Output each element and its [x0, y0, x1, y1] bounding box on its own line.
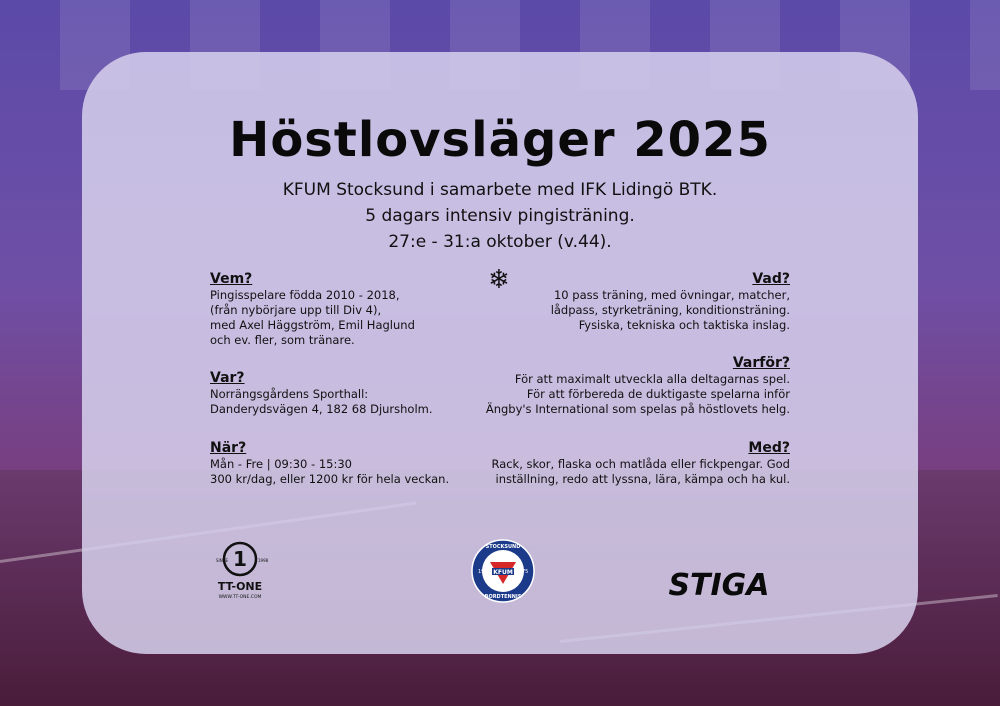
subtitle-line: 27:e - 31:a oktober (v.44). [388, 232, 612, 252]
section-vem [210, 272, 415, 348]
ttone-url: WWW.TT-ONE.COM [218, 595, 262, 600]
section-line: Pingisspelare födda 2010 - 2018, [210, 288, 400, 302]
section-line: För att förbereda de duktigaste spelarna inför [526, 387, 790, 401]
section-line: med Axel Häggström, Emil Haglund [210, 318, 415, 332]
ttone-name: TT-ONE [217, 580, 263, 593]
section-line: och ev. fler, som tränare. [210, 333, 355, 347]
section-heading: Var? [210, 370, 245, 386]
section-line: Fysiska, tekniska och taktiska inslag. [578, 318, 790, 332]
section-line: Rack, skor, flaska och matlåda eller fickpengar. God [491, 457, 790, 471]
section-line: Mån - Fre | 09:30 - 15:30 [210, 457, 352, 471]
section-var [210, 371, 433, 417]
section-line: Norrängsgårdens Sporthall: [210, 387, 369, 401]
ttone-number: 1 [233, 547, 247, 571]
subtitle-line: 5 dagars intensiv pingisträning. [365, 206, 635, 226]
stiga-logo-icon [652, 566, 786, 602]
section-nar [210, 441, 449, 487]
section-heading: Vem? [210, 271, 253, 287]
ttone-logo-icon [210, 540, 270, 610]
ttone-since: SINCE [216, 558, 229, 563]
stiga-logo [652, 566, 786, 602]
snowflake-icon: ❄ [488, 265, 510, 295]
section-varfor [486, 356, 790, 417]
section-line: Ängby's International som spelas på höstlovets helg. [485, 402, 790, 416]
section-line: inställning, redo att lyssna, lära, kämpa och ha kul. [495, 472, 790, 486]
section-vad [551, 272, 790, 333]
ttone-year: 1998 [258, 558, 269, 563]
section-heading: Med? [748, 440, 790, 456]
section-line: För att maximalt utveckla alla deltagarnas spel. [514, 372, 790, 386]
subtitle-line: KFUM Stocksund i samarbete med IFK Lidingö BTK. [282, 180, 718, 200]
section-line: 10 pass träning, med övningar, matcher, [553, 288, 790, 302]
stiga-name: STIGA [668, 568, 770, 602]
section-line: 300 kr/dag, eller 1200 kr för hela veckan. [210, 472, 450, 486]
section-med [491, 441, 790, 487]
section-heading: Varför? [732, 355, 790, 371]
page-title: Höstlovsläger 2025 [229, 112, 771, 168]
kfum-logo [470, 538, 536, 604]
section-line: (från nybörjare upp till Div 4), [210, 303, 382, 317]
kfum-year-right: 75 [522, 569, 529, 575]
kfum-year-left: 19 [478, 569, 485, 575]
kfum-bottom: BORDTENNIS [484, 594, 522, 600]
ttone-logo [210, 540, 270, 610]
section-line: lådpass, styrketräning, konditionsträning. [550, 303, 790, 317]
kfum-top: STOCKSUND [485, 544, 521, 550]
kfum-logo-icon [470, 538, 536, 604]
section-heading: Vad? [752, 271, 790, 287]
section-line: Danderydsvägen 4, 182 68 Djursholm. [210, 402, 433, 416]
section-heading: När? [210, 440, 247, 456]
kfum-center: KFUM [493, 569, 513, 576]
